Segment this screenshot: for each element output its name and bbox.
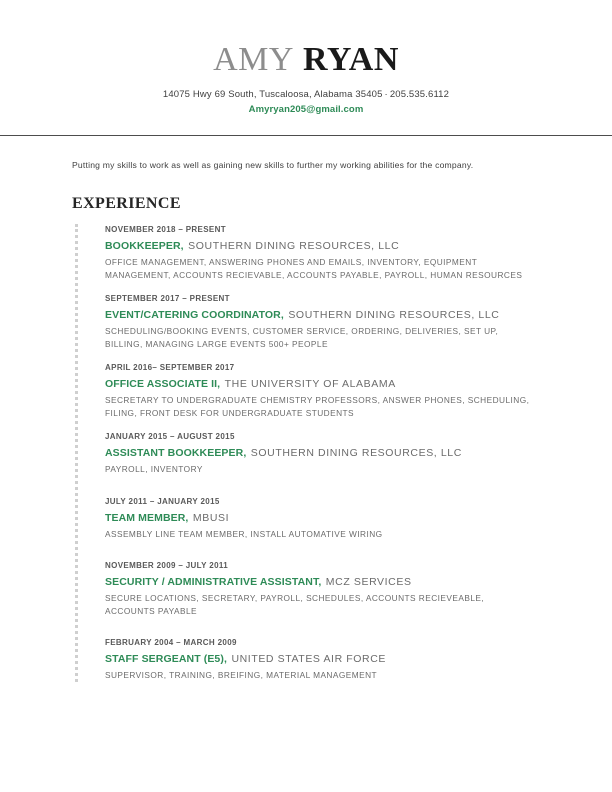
resume-body	[0, 159, 612, 682]
job-company: SOUTHERN DINING RESOURCES, LLC	[250, 447, 462, 459]
contact-line	[0, 89, 612, 100]
address-text: 14075 Hwy 69 South, Tuscaloosa, Alabama 35405	[162, 89, 383, 100]
job-heading	[105, 574, 540, 589]
job-title: SECURITY / ADMINISTRATIVE ASSISTANT,	[105, 576, 322, 588]
job-heading	[105, 238, 540, 253]
job-company: UNITED STATES AIR FORCE	[231, 653, 387, 665]
job-description: SECRETARY TO UNDERGRADUATE CHEMISTRY PROFESSORS, ANSWER PHONES, SCHEDULING, FILING, FRONT DESK FOR UNDERGRADUATE STUDENTS	[105, 395, 530, 418]
job-title: BOOKKEEPER,	[105, 240, 184, 252]
job-dates: APRIL 2016– SEPTEMBER 2017	[105, 363, 235, 372]
job-heading	[105, 376, 540, 391]
job-description: OFFICE MANAGEMENT, ANSWERING PHONES AND EMAILS, INVENTORY, EQUIPMENT MANAGEMENT, ACCOUNTS RECIEVABLE, ACCOUNTS PAYABLE, PAYROLL, HUMAN RESOURCES	[105, 257, 523, 280]
first-name: AMY	[213, 41, 294, 78]
job-description: PAYROLL, INVENTORY	[105, 464, 203, 474]
job-dates: JULY 2011 – JANUARY 2015	[105, 496, 220, 506]
section-title-experience: EXPERIENCE	[72, 195, 181, 212]
job-entry	[105, 637, 540, 682]
job-heading	[105, 307, 540, 322]
job-heading	[105, 651, 540, 666]
job-title: EVENT/CATERING COORDINATOR,	[105, 309, 284, 321]
last-name: RYAN	[302, 41, 399, 78]
job-entry	[105, 293, 540, 350]
job-title: OFFICE ASSOCIATE II,	[105, 378, 221, 390]
job-entry	[105, 362, 540, 419]
contact-separator: ·	[384, 89, 388, 100]
resume-header	[0, 0, 612, 115]
job-dates: NOVEMBER 2018 – PRESENT	[105, 225, 226, 234]
full-name	[0, 40, 612, 80]
job-entry	[105, 224, 540, 281]
job-description: SCHEDULING/BOOKING EVENTS, CUSTOMER SERVICE, ORDERING, DELIVERIES, SET UP, BILLING, MANAGING LARGE EVENTS 500+ PEOPLE	[105, 326, 499, 349]
email-link[interactable]: Amyryan205@gmail.com	[248, 104, 364, 115]
job-entry	[105, 560, 540, 617]
timeline-dotted-line	[75, 224, 78, 682]
job-company: SOUTHERN DINING RESOURCES, LLC	[188, 240, 400, 252]
job-company: SOUTHERN DINING RESOURCES, LLC	[288, 309, 500, 321]
job-description: SUPERVISOR, TRAINING, BREIFING, MATERIAL MANAGEMENT	[105, 670, 378, 680]
job-description: SECURE LOCATIONS, SECRETARY, PAYROLL, SCHEDULES, ACCOUNTS RECIEVEABLE, ACCOUNTS PAYABLE	[105, 593, 485, 616]
job-dates: FEBRUARY 2004 – MARCH 2009	[105, 638, 237, 647]
header-divider	[0, 135, 612, 136]
job-entry	[105, 431, 540, 476]
job-dates: SEPTEMBER 2017 – PRESENT	[105, 294, 230, 303]
job-company: MBUSI	[192, 511, 230, 524]
phone-text: 205.535.6112	[389, 89, 450, 100]
job-company: THE UNIVERSITY OF ALABAMA	[224, 378, 396, 390]
job-title: ASSISTANT BOOKKEEPER,	[105, 447, 247, 459]
experience-timeline	[72, 224, 540, 682]
summary-text: Putting my skills to work as well as gaining new skills to further my working abilities for the company.	[72, 160, 474, 170]
job-heading	[105, 445, 540, 460]
job-title: TEAM MEMBER,	[105, 511, 189, 524]
job-dates: NOVEMBER 2009 – JULY 2011	[105, 561, 229, 570]
job-dates: JANUARY 2015 – AUGUST 2015	[105, 432, 235, 441]
job-entry	[105, 496, 540, 541]
job-title: STAFF SERGEANT (E5),	[105, 653, 227, 665]
job-heading	[105, 510, 540, 525]
job-company: MCZ SERVICES	[325, 576, 412, 588]
job-description: ASSEMBLY LINE TEAM MEMBER, INSTALL AUTOMATIVE WIRING	[105, 528, 383, 539]
